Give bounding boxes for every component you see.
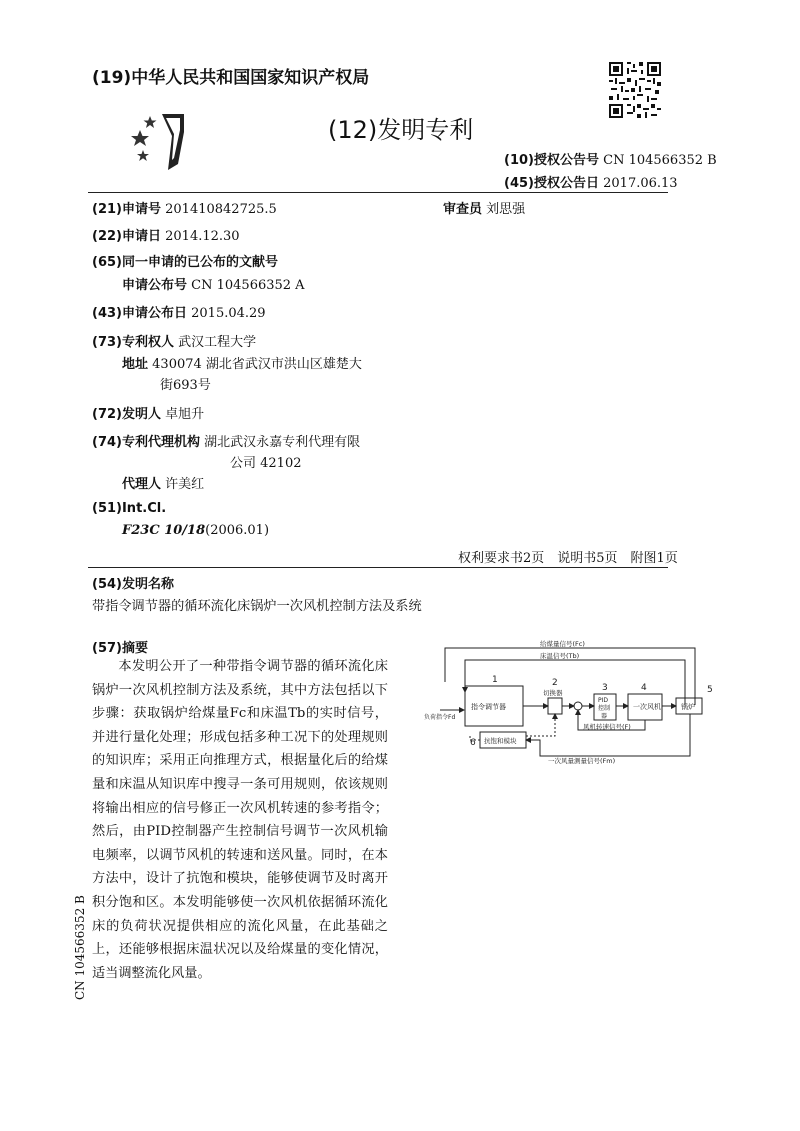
grant-number: CN 104566352 B (603, 153, 717, 168)
intcl-row (122, 523, 269, 538)
side-document-code: CN 104566352 B (73, 895, 87, 1000)
block5-number: 5 (707, 685, 713, 695)
block1-label: 指令调节器 (471, 703, 506, 711)
biblio-divider (88, 567, 668, 568)
address-line-2: 街693号 (160, 378, 211, 393)
grant-number-label: (10)授权公告号 (504, 153, 599, 168)
intcl-label: (51)Int.Cl. (92, 501, 167, 516)
inventor: 卓旭升 (165, 407, 205, 422)
address-row (122, 353, 362, 372)
switch-block (548, 698, 562, 714)
agency-label: (74)专利代理机构 (92, 435, 200, 450)
application-number-label: (21)申请号 (92, 202, 161, 217)
patentee-row (92, 331, 256, 350)
agency-line-1: 湖北武汉永嘉专利代理有限 (204, 435, 361, 450)
invention-title: 带指令调节器的循环流化床锅炉一次风机控制方法及系统 (92, 599, 422, 614)
intcl-year: (2006.01) (205, 523, 270, 538)
block4-number: 4 (641, 683, 647, 693)
coal-signal-text: 给煤量信号(Fc) (540, 640, 585, 648)
block2-number: 2 (552, 678, 558, 688)
grant-date-row (504, 172, 678, 191)
agent: 许美红 (165, 477, 205, 492)
publication-number-label: 申请公布号 (122, 278, 188, 293)
office-name: (19)中华人民共和国国家知识产权局 (92, 68, 370, 88)
examiner-row (443, 198, 525, 217)
summing-junction (574, 702, 582, 710)
speed-signal-text: 风机转速信号(F) (583, 723, 631, 731)
abstract-label: (57)摘要 (92, 641, 148, 656)
agent-row (122, 473, 204, 492)
publication-number: CN 104566352 A (191, 278, 305, 293)
air-signal-text: 一次风量测量信号(Fm) (548, 757, 616, 765)
grant-number-row (504, 149, 717, 168)
agent-label: 代理人 (122, 477, 162, 492)
intcl-code: F23C 10/18 (122, 523, 206, 538)
pages-summary: 权利要求书2页 说明书5页 附图1页 (458, 551, 678, 566)
application-number: 201410842725.5 (165, 202, 277, 217)
same-application-label: (65)同一申请的已公布的文献号 (92, 255, 278, 270)
filing-date: 2014.12.30 (165, 229, 240, 244)
examiner: 刘思强 (486, 202, 526, 217)
abstract-text: 本发明公开了一种带指令调节器的循环流化床锅炉一次风机控制方法及系统，其中方法包括以下步骤：获取锅炉给煤量Fc和床温Tb的实时信号，并进行量化处理；形成包括多种工况下的处理规则的知识库；采用正向推理方式，根据量化后的给煤量和床温从知识库中搜寻一条可用规则，依该规则将输出相应的信号修正一次风机转速的参考指令；然后，由PID控制器产生控制信号调节一次风机输电频率，以调节风机的转速和送风量。同时，在本方法中，设计了抗饱和模块，能够使调节及时离开积分饱和区。本发明能够使一次风机依据循环流化床的负荷状况提供相应的流化风量，在此基础之上，还能够根据床温状况以及给煤量的变化情况，适当调整流化风量。 (92, 659, 388, 981)
block1-number: 1 (492, 675, 498, 685)
cnipa-emblem (128, 106, 196, 174)
publication-date-label: (43)申请公布日 (92, 306, 187, 321)
publication-date: 2015.04.29 (191, 306, 266, 321)
block-diagram (424, 640, 725, 765)
pid-label-line2: 控制 (598, 705, 611, 712)
bed-temp-signal-line (465, 660, 685, 705)
bed-temp-signal-text: 床温信号(Tb) (540, 652, 580, 660)
load-cmd-text: 负荷指令Fd (424, 714, 456, 721)
patentee-label: (73)专利权人 (92, 335, 174, 350)
grant-date-label: (45)授权公告日 (504, 176, 599, 191)
pid-label-line3: 器 (601, 713, 608, 720)
header-divider (88, 192, 668, 193)
block6-label: 抗饱和模块 (484, 737, 517, 745)
application-number-row (92, 198, 277, 217)
inventor-row (92, 403, 204, 422)
patentee: 武汉工程大学 (178, 335, 257, 350)
grant-date: 2017.06.13 (603, 176, 678, 191)
address-label: 地址 (122, 357, 149, 372)
block6-number: 6 (470, 738, 476, 748)
address-line-1: 430074 湖北省武汉市洪山区雄楚大 (152, 357, 362, 372)
document-type: (12)发明专利 (328, 116, 474, 144)
agency-line-2: 公司 42102 (230, 456, 302, 471)
publication-number-row (122, 274, 305, 293)
block5-label: 锅炉 (681, 703, 695, 711)
title-label: (54)发明名称 (92, 577, 174, 592)
switch-label: 切换器 (543, 689, 563, 697)
publication-date-row (92, 302, 266, 321)
agency-row (92, 431, 360, 450)
filing-date-label: (22)申请日 (92, 229, 161, 244)
filing-date-row (92, 225, 240, 244)
inventor-label: (72)发明人 (92, 407, 161, 422)
pid-label-line1: PID (598, 697, 609, 704)
examiner-label: 审查员 (443, 202, 483, 217)
block3-number: 3 (602, 683, 608, 693)
qr-code (609, 62, 661, 118)
block4-label: 一次风机 (633, 703, 661, 711)
